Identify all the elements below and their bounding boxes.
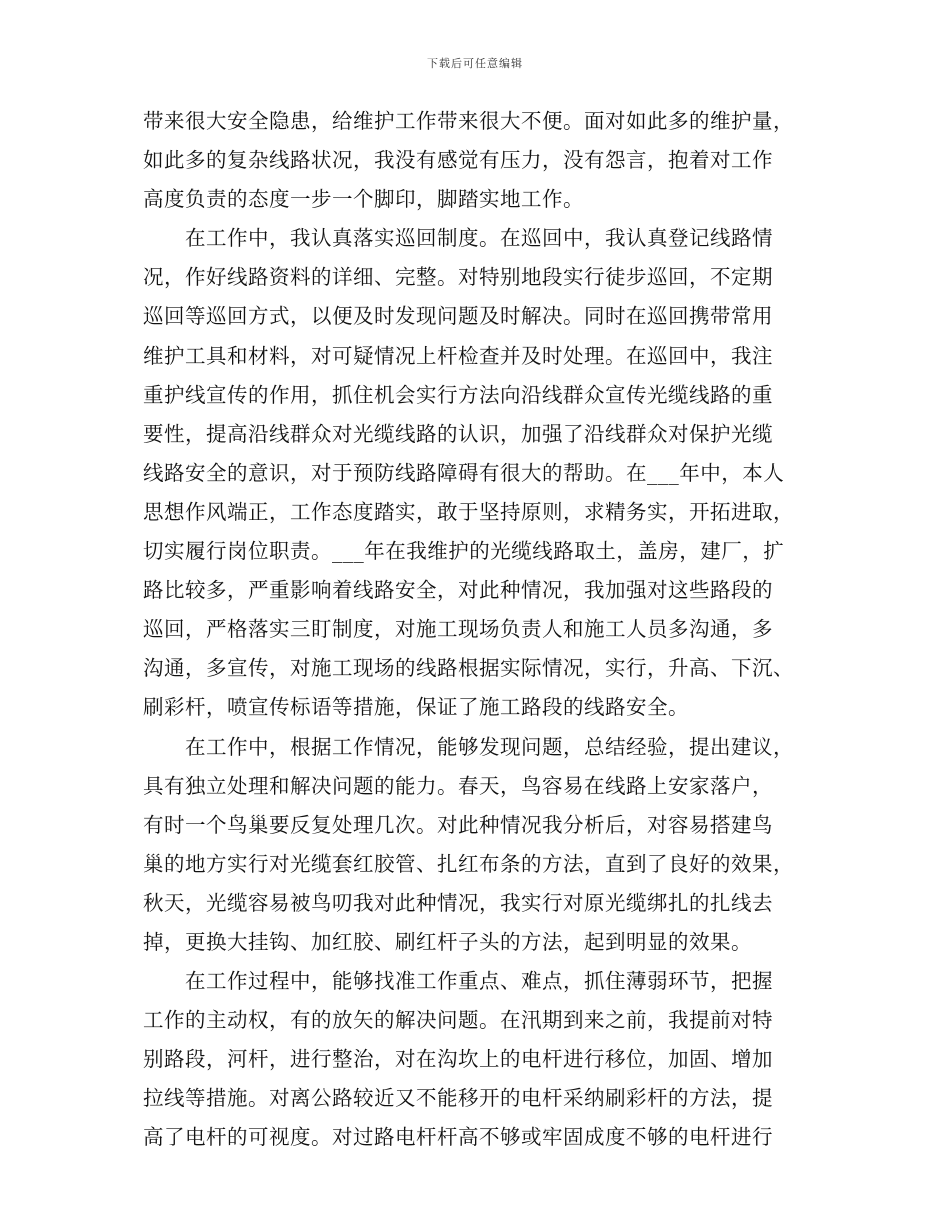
paragraph-first-line: 在工作过程中，能够找准工作重点、难点，抓住薄弱环节，把握 bbox=[185, 969, 773, 994]
text-line: 要性，提高沿线群众对光缆线路的认识，加强了沿线群众对保护光缆 bbox=[143, 421, 773, 446]
paragraph-first-line: 在工作中，我认真落实巡回制度。在巡回中，我认真登记线路情 bbox=[185, 226, 773, 251]
page-header: 下载后可任意编辑 bbox=[427, 57, 523, 70]
text-line: 具有独立处理和解决问题的能力。春天，鸟容易在线路上安家落户， bbox=[143, 773, 773, 798]
text-line: 路比较多，严重影响着线路安全，对此种情况，我加强对这些路段的 bbox=[143, 578, 773, 603]
text-line: 维护工具和材料，对可疑情况上杆检查并及时处理。在巡回中，我注 bbox=[143, 343, 773, 368]
text-line: 思想作风端正，工作态度踏实，敢于坚持原则，求精务实，开拓进取， bbox=[143, 499, 794, 524]
text-line: 刷彩杆，喷宣传标语等措施，保证了施工路段的线路安全。 bbox=[143, 695, 689, 720]
text-line: 高度负责的态度一步一个脚印，脚踏实地工作。 bbox=[143, 187, 584, 212]
text-line: 高了电杆的可视度。对过路电杆杆高不够或牢固成度不够的电杆进行 bbox=[143, 1125, 773, 1150]
text-line: 拉线等措施。对离公路较近又不能移开的电杆采纳刷彩杆的方法，提 bbox=[143, 1086, 773, 1111]
document-body bbox=[143, 102, 811, 1158]
text-line: 线路安全的意识，对于预防线路障碍有很大的帮助。在___年中，本人 bbox=[143, 460, 785, 485]
text-line: 秋天，光缆容易被鸟叨我对此种情况，我实行对原光缆绑扎的扎线去 bbox=[143, 890, 773, 915]
text-line: 带来很大安全隐患，给维护工作带来很大不便。面对如此多的维护量， bbox=[143, 109, 794, 133]
text-line: 沟通，多宣传，对施工现场的线路根据实际情况，实行，升高、下沉、 bbox=[143, 656, 794, 681]
paragraph-first-line: 在工作中，根据工作情况，能够发现问题，总结经验，提出建议， bbox=[185, 734, 794, 759]
text-line: 如此多的复杂线路状况，我没有感觉有压力，没有怨言，抱着对工作 bbox=[143, 148, 773, 173]
text-line: 别路段，河杆，进行整治，对在沟坎上的电杆进行移位，加固、增加 bbox=[143, 1047, 773, 1072]
text-line: 掉，更换大挂钩、加红胶、刷红杆子头的方法，起到明显的效果。 bbox=[143, 929, 752, 954]
text-line: 巡回，严格落实三盯制度，对施工现场负责人和施工人员多沟通，多 bbox=[143, 617, 773, 642]
text-line: 况，作好线路资料的详细、完整。对特别地段实行徒步巡回，不定期 bbox=[143, 265, 773, 290]
text-line: 切实履行岗位职责。___年在我维护的光缆线路取土，盖房，建厂，扩 bbox=[143, 539, 785, 564]
text-line: 工作的主动权，有的放矢的解决问题。在汛期到来之前，我提前对特 bbox=[143, 1008, 773, 1033]
text-line: 重护线宣传的作用，抓住机会实行方法向沿线群众宣传光缆线路的重 bbox=[143, 382, 773, 407]
text-line: 巡回等巡回方式，以便及时发现问题及时解决。同时在巡回携带常用 bbox=[143, 304, 773, 329]
text-line: 有时一个鸟巢要反复处理几次。对此种情况我分析后，对容易搭建鸟 bbox=[143, 812, 773, 837]
text-line: 巢的地方实行对光缆套红胶管、扎红布条的方法，直到了良好的效果， bbox=[143, 851, 794, 876]
